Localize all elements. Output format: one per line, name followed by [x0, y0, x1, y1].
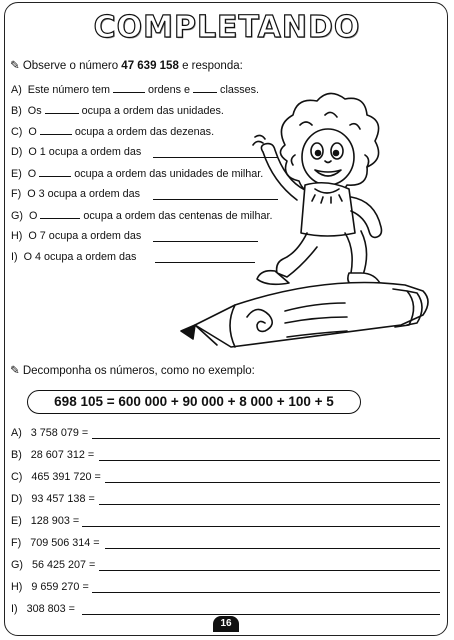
- pencil-icon: ✎: [10, 60, 20, 72]
- answer-blank[interactable]: [113, 83, 145, 93]
- section1-instruction: [10, 58, 243, 72]
- answer-line[interactable]: [92, 592, 440, 593]
- example-box: 698 105 = 600 000 + 90 000 + 8 000 + 100 + 5: [27, 390, 361, 414]
- decompose-c: C) 465 391 720 =: [11, 471, 101, 483]
- question-e: E) O ocupa a ordem das unidades de milhar.: [11, 168, 264, 180]
- answer-line[interactable]: [99, 504, 440, 505]
- decompose-h: H) 9 659 270 =: [11, 581, 89, 593]
- target-number: 47 639 158: [121, 60, 179, 72]
- pencil-icon: ✎: [10, 365, 20, 377]
- instruction-prefix: Observe o número: [22, 60, 119, 72]
- question-c: C) O ocupa a ordem das dezenas.: [11, 126, 215, 138]
- answer-line[interactable]: [99, 460, 440, 461]
- question-a: A) Este número tem ordens e classes.: [11, 84, 260, 96]
- question-h: H) O 7 ocupa a ordem das: [11, 230, 142, 242]
- decompose-e: E) 128 903 =: [11, 515, 80, 527]
- decompose-i: I) 308 803 =: [11, 603, 75, 615]
- question-b: B) Os ocupa a ordem das unidades.: [11, 105, 224, 117]
- question-f: F) O 3 ocupa a ordem das: [11, 188, 141, 200]
- answer-blank[interactable]: [45, 104, 79, 114]
- section2-instruction: ✎ Decomponha os números, como no exemplo:: [10, 365, 255, 377]
- answer-line[interactable]: [105, 482, 440, 483]
- decompose-g: G) 56 425 207 =: [11, 559, 96, 571]
- decompose-d: D) 93 457 138 =: [11, 493, 95, 505]
- question-i: I) O 4 ocupa a ordem das: [11, 251, 137, 263]
- answer-line[interactable]: [99, 570, 440, 571]
- answer-line[interactable]: [92, 438, 440, 439]
- decompose-b: B) 28 607 312 =: [11, 449, 95, 461]
- child-on-pencil-illustration: [165, 85, 435, 365]
- decompose-f: F) 709 506 314 =: [11, 537, 100, 549]
- question-d: D) O 1 ocupa a ordem das: [11, 146, 142, 158]
- answer-line[interactable]: [82, 526, 440, 527]
- answer-line[interactable]: [82, 614, 440, 615]
- answer-line[interactable]: [105, 548, 440, 549]
- answer-blank[interactable]: [40, 125, 72, 135]
- answer-blank[interactable]: [39, 167, 71, 177]
- question-g: G) O ocupa a ordem das centenas de milhar.: [11, 210, 273, 222]
- page-title: COMPLETANDO: [93, 10, 361, 45]
- decompose-a: A) 3 758 079 =: [11, 427, 89, 439]
- instruction-suffix: e responda:: [182, 60, 243, 72]
- page-number: 16: [213, 616, 239, 632]
- answer-blank[interactable]: [40, 209, 80, 219]
